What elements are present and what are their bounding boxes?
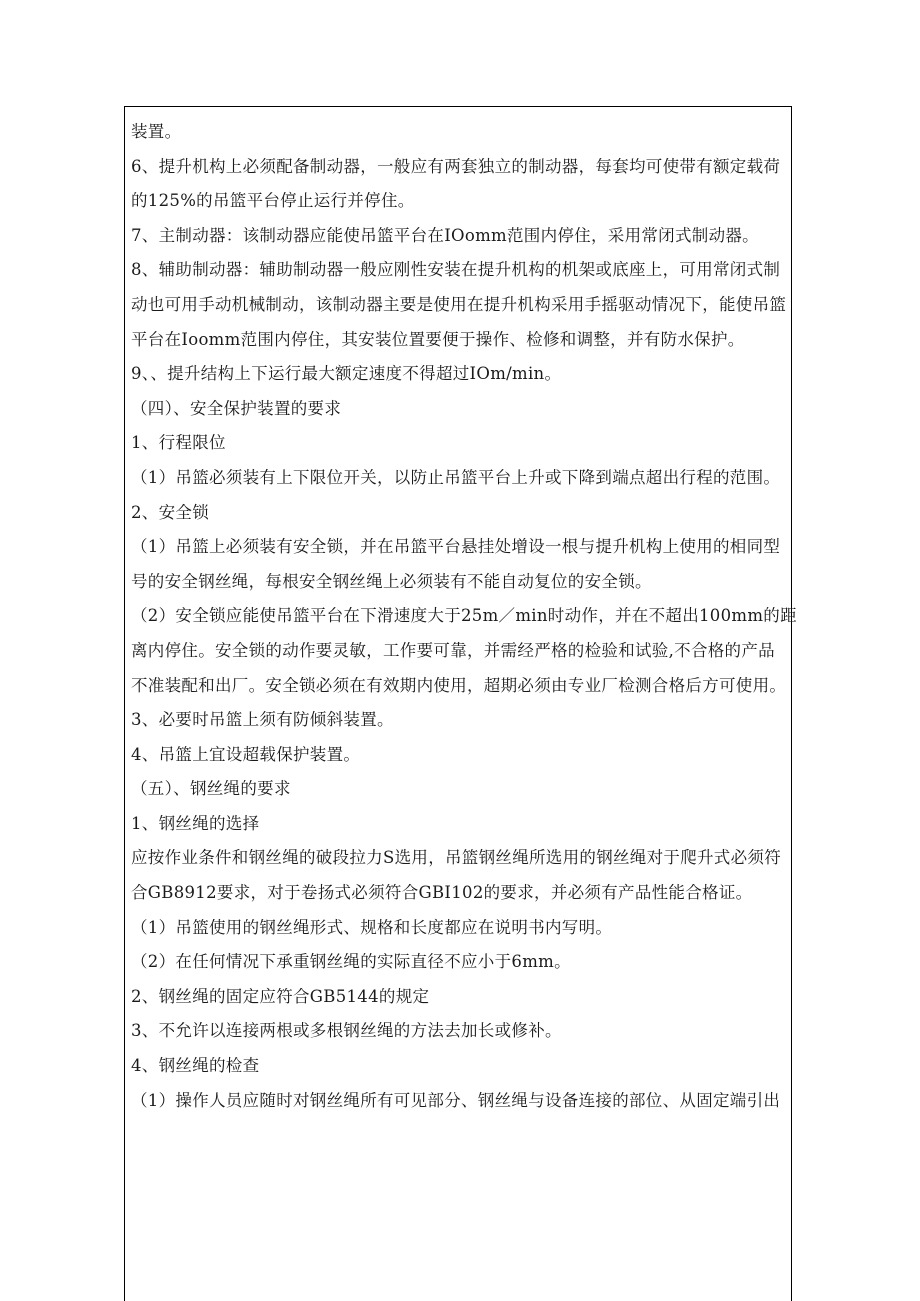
text-line: （1）吊篮上必须装有安全锁，并在吊篮平台悬挂处增设一根与提升机构上使用的相同型 <box>131 537 781 557</box>
text-line: 8、辅助制动器：辅助制动器一般应刚性安装在提升机构的机架或底座上，可用常闭式制 <box>131 260 781 280</box>
text-line: 3、不允许以连接两根或多根钢丝绳的方法去加长或修补。 <box>131 1021 562 1041</box>
subsection-heading: 2、安全锁 <box>131 502 209 522</box>
text-line: 动也可用手动机械制动，该制动器主要是使用在提升机构采用手摇驱动情况下，能使吊篮 <box>131 294 787 314</box>
text-line: 合GB8912要求，对于卷扬式必须符合GBI102的要求，并必须有产品性能合格证。 <box>131 883 753 903</box>
text-line: （2）安全锁应能使吊篮平台在下滑速度大于25m／min时动作，并在不超出100mm的距 <box>131 606 797 626</box>
text-line: 6、提升机构上必须配备制动器，一般应有两套独立的制动器，每套均可使带有额定载荷 <box>131 156 781 176</box>
text-line: 9、、提升结构上下运行最大额定速度不得超过IOm/min。 <box>131 364 562 384</box>
subsection-heading: 4、钢丝绳的检查 <box>131 1056 260 1076</box>
text-line: （1）吊篮必须装有上下限位开关，以防止吊篮平台上升或下降到端点超出行程的范围。 <box>131 467 781 487</box>
document-body <box>131 115 797 1118</box>
text-line: （1）操作人员应随时对钢丝绳所有可见部分、钢丝绳与设备连接的部位、从固定端引出 <box>131 1090 781 1110</box>
text-line: 平台在Ioomm范围内停住，其安装位置要便于操作、检修和调整，并有防水保护。 <box>131 329 745 349</box>
text-line: （2）在任何情况下承重钢丝绳的实际直径不应小于6mm。 <box>131 952 571 972</box>
text-line: 不准装配和出厂。安全锁必须在有效期内使用，超期必须由专业厂检测合格后方可使用。 <box>131 675 787 695</box>
section-heading: （五）、钢丝绳的要求 <box>131 779 291 799</box>
text-line: （1）吊篮使用的钢丝绳形式、规格和长度都应在说明书内写明。 <box>131 917 613 937</box>
text-line: 7、主制动器：该制动器应能使吊篮平台在IOomm范围内停住，采用常闭式制动器。 <box>131 225 759 245</box>
text-line: 3、必要时吊篮上须有防倾斜装置。 <box>131 710 394 730</box>
subsection-heading: 1、钢丝绳的选择 <box>131 813 260 833</box>
text-line: 号的安全钢丝绳，每根安全钢丝绳上必须装有不能自动复位的安全锁。 <box>131 571 652 591</box>
text-line: 应按作业条件和钢丝绳的破段拉力S选用，吊篮钢丝绳所选用的钢丝绳对于爬升式必须符 <box>131 848 782 868</box>
text-line: 离内停住。安全锁的动作要灵敏，工作要可靠，并需经严格的检验和试验,不合格的产品 <box>131 640 775 660</box>
text-line: 2、钢丝绳的固定应符合GB5144的规定 <box>131 986 430 1006</box>
text-line: 4、吊篮上宜设超载保护装置。 <box>131 744 361 764</box>
text-line: 装置。 <box>131 122 182 141</box>
section-heading: （四）、安全保护装置的要求 <box>131 398 342 418</box>
text-line: 的125%的吊篮平台停止运行并停住。 <box>131 191 415 211</box>
document-table-cell <box>124 106 797 1301</box>
subsection-heading: 1、行程限位 <box>131 433 226 453</box>
